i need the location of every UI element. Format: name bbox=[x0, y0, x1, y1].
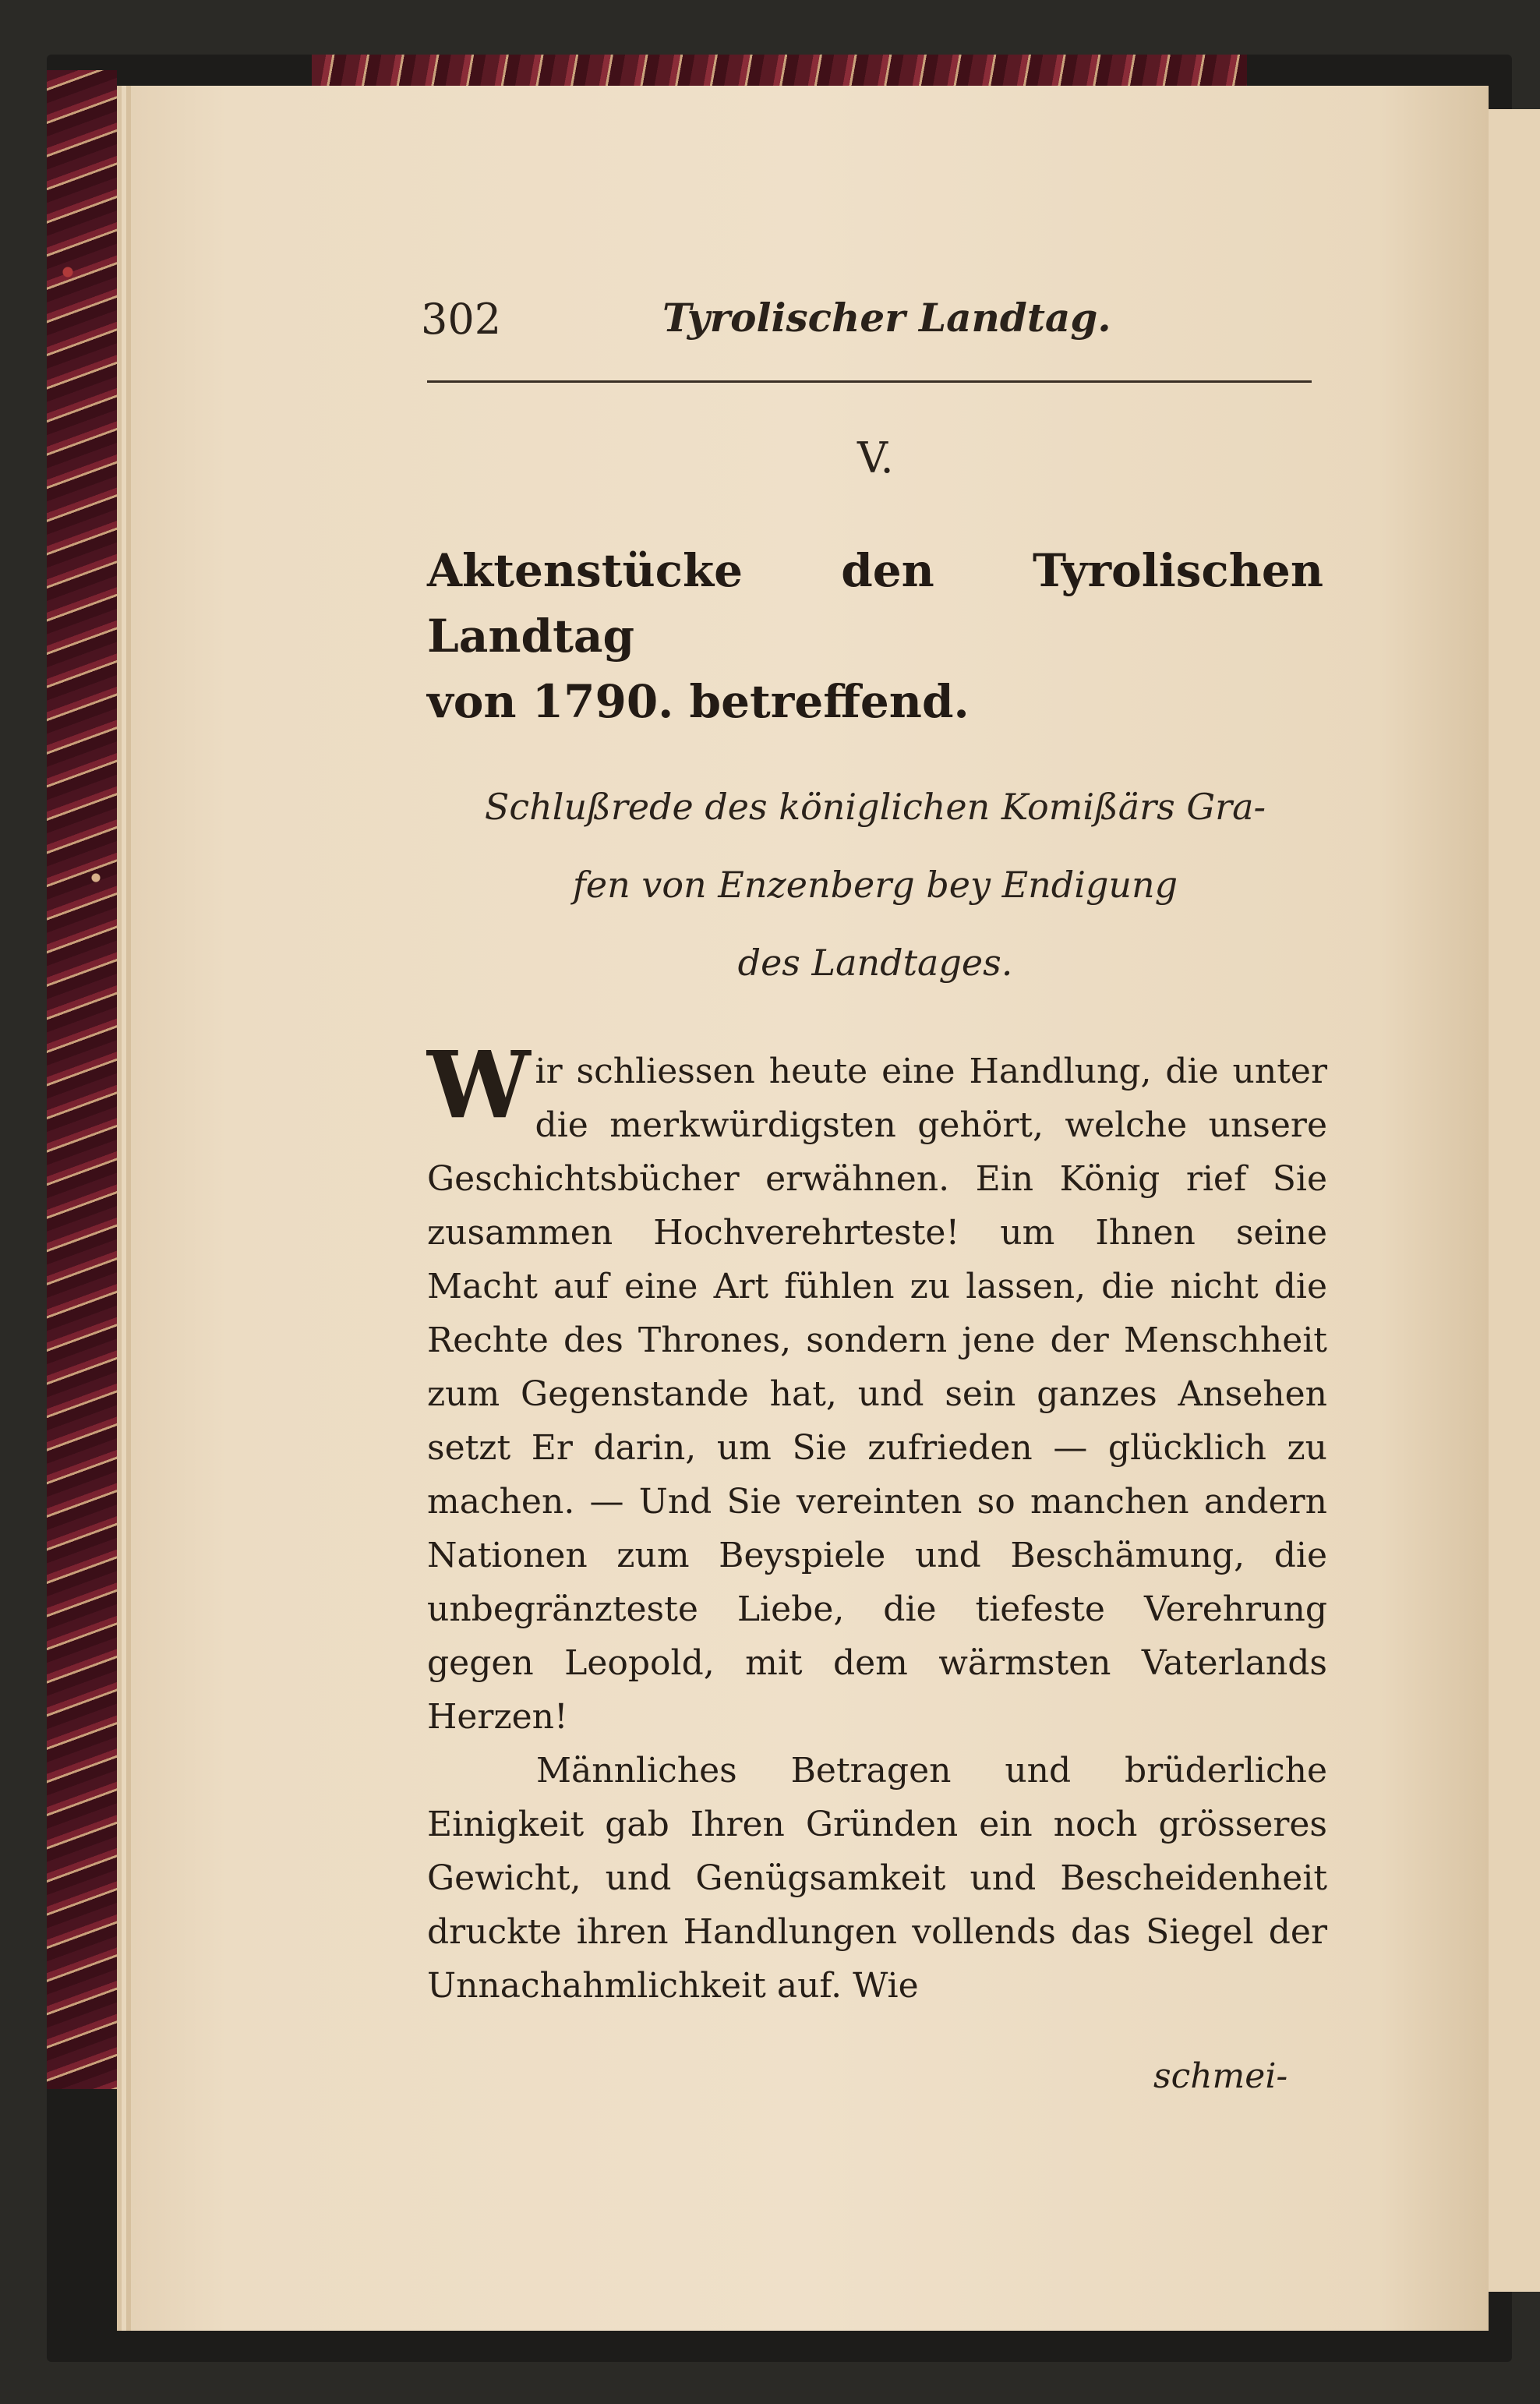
page-header bbox=[421, 295, 1317, 357]
header-rule bbox=[427, 380, 1312, 383]
title-line-2: von 1790. betreffend. bbox=[427, 675, 970, 728]
subtitle-line-3: des Landtages. bbox=[737, 942, 1013, 984]
section-number: V. bbox=[857, 433, 894, 483]
running-head: Tyrolischer Landtag. bbox=[662, 295, 1111, 341]
paragraph-2: Männliches Betragen und brüderliche Einigkeit gab Ihren Gründen ein noch grösseres Gewicht, und Genügsamkeit und Bescheidenheit druckte ihren Handlungen vollends das Siegel der Unnachahmlichkeit auf. Wie bbox=[427, 1751, 1327, 2006]
body-text bbox=[427, 1031, 1327, 2013]
subtitle-line-1: Schlußrede des königlichen Komißärs Gra- bbox=[484, 786, 1266, 828]
section-title bbox=[427, 538, 1323, 734]
paragraph-1-text: ir schliessen heute eine Handlung, die unter die merkwürdigsten gehört, welche unsere Geschichtsbücher erwähnen. Ein König rief Sie zusammen Hochverehrteste! um Ihnen seine Macht auf eine Art fühlen zu lassen, die nicht die Rechte des Thrones, sondern jene der Menschheit zum Gegenstande hat, und sein ganzes Ansehen setzt Er darin, um Sie zufrieden — glücklich zu machen. — Und Sie vereinten so manchen andern Nationen zum Beyspiele und Beschämung, die unbegränzteste Liebe, die tiefeste Verehrung gegen Leopold, mit dem wärmsten Vaterlands Herzen! bbox=[427, 1052, 1327, 1737]
drop-cap: W bbox=[427, 1031, 531, 1139]
page-number: 302 bbox=[421, 295, 502, 344]
paragraph-1 bbox=[427, 1031, 1327, 1744]
section-subtitle bbox=[427, 768, 1323, 1002]
subtitle-line-2: fen von Enzenberg bey Endigung bbox=[572, 864, 1178, 906]
catchword: schmei- bbox=[1153, 2056, 1288, 2096]
marbled-cover-edge bbox=[47, 70, 117, 2089]
title-line-1: Aktenstücke den Tyrolischen Landtag bbox=[427, 544, 1323, 663]
